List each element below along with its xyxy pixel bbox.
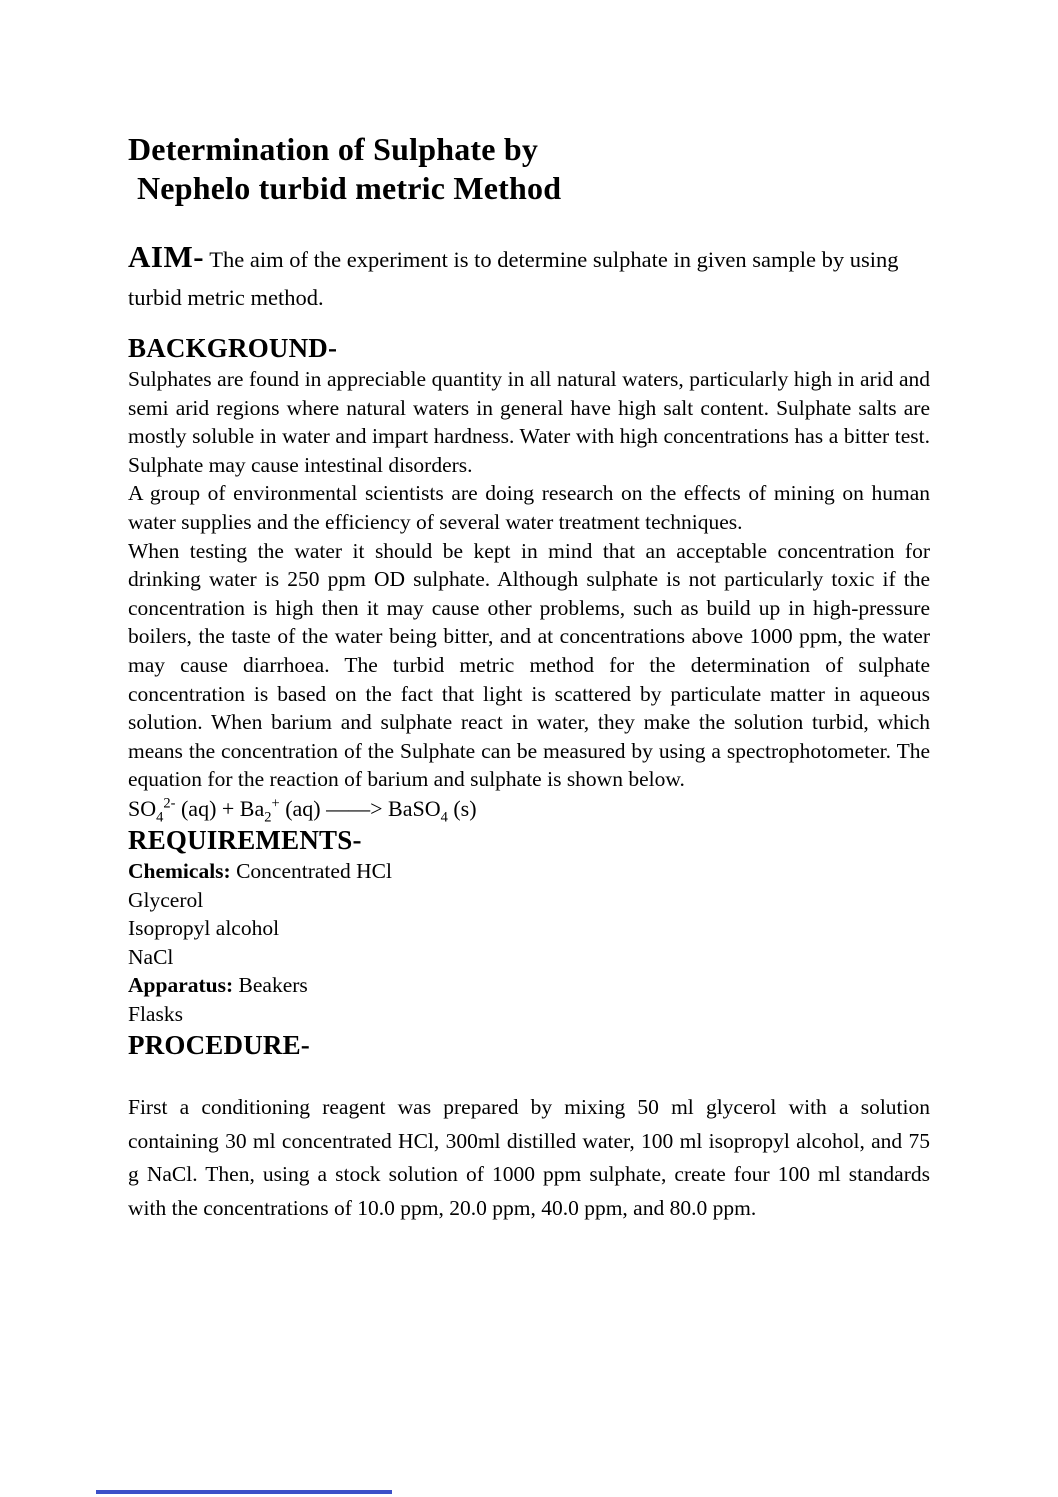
reaction-equation: $SO_4^{2-}$ $(aq) + Ba_2^+$ (aq) ——> BaSO$_4$ (s) (128, 795, 477, 826)
aim-section (128, 238, 930, 317)
requirement-item (128, 886, 930, 915)
title-line-2: Nephelo turbid metric Method (137, 170, 562, 206)
requirement-item (128, 857, 930, 886)
background-paragraph-2: A group of environmental scientists are doing research on the effects of mining on human water supplies and the efficiency of several water treatment techniques. (128, 481, 930, 534)
requirement-item (128, 971, 930, 1000)
aim-heading: AIM- (128, 239, 205, 274)
title-line-1: Determination of Sulphate by (128, 131, 539, 167)
aim-text: The aim of the experiment is to determine sulphate in given sample by using turbid metric method. (128, 247, 899, 310)
procedure-paragraph: First a conditioning reagent was prepared by mixing 50 ml glycerol with a solution containing 30 ml concentrated HCl, 300ml distilled water, 100 ml isopropyl alcohol, and 75 g NaCl. Then, using a stock solution of 1000 ppm sulphate, create four 100 ml standards with the concentrations of 10.0 ppm, 20.0 ppm, 40.0 ppm, and 80.0 ppm. (128, 1095, 930, 1220)
requirement-item (128, 943, 930, 972)
requirement-label: Chemicals: (128, 858, 231, 883)
requirement-text: Glycerol (128, 887, 204, 912)
background-paragraph-1: Sulphates are found in appreciable quantity in all natural waters, particularly high in arid and semi arid regions where natural waters in general have high salt content. Sulphate salts are mostly soluble in water and impart hardness. Water with high concentrations has a bitter test. Sulphate may cause intestinal disorders. (128, 367, 930, 477)
requirement-item (128, 1000, 930, 1029)
partial-hyperlink-underline (96, 1490, 392, 1494)
requirement-label: Apparatus: (128, 973, 234, 998)
background-paragraph-3: When testing the water it should be kept in mind that an acceptable concentration for drinking water is 250 ppm OD sulphate. Although sulphate is not particularly toxic if the concentration is high then it may cause other problems, such as build up in high-pressure boilers, the taste of the water being bitter, and at concentrations above 1000 ppm, the water may cause diarrhoea. The turbid metric method for the determination of sulphate concentration is based on the fact that light is scattered by particulate matter in aqueous solution. When barium and sulphate react in water, they make the solution turbid, which means the concentration of the Sulphate can be measured by using a spectrophotometer. The equation for the reaction of barium and sulphate is shown below. (128, 538, 930, 792)
requirement-text: Concentrated HCl (230, 858, 392, 883)
requirement-text: Beakers (233, 973, 308, 998)
requirements-heading: REQUIREMENTS- (128, 824, 362, 855)
requirement-text: Isopropyl alcohol (128, 916, 280, 941)
requirement-item (128, 914, 930, 943)
background-heading: BACKGROUND- (128, 333, 338, 363)
requirement-text: Flasks (128, 1001, 183, 1026)
procedure-heading: PROCEDURE- (128, 1030, 310, 1061)
requirement-text: NaCl (128, 944, 174, 969)
document-title (128, 130, 930, 208)
